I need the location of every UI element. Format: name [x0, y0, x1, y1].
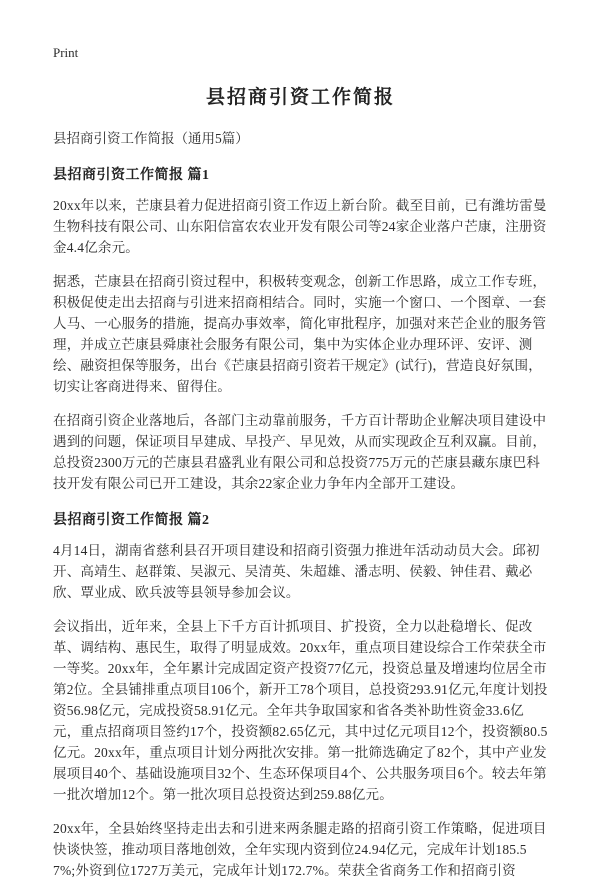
- paragraph: 在招商引资企业落地后，各部门主动靠前服务，千方百计帮助企业解决项目建设中遇到的问题，保证项目早建成、早投产、早见效，从而实现政企互利双赢。目前，总投资2300万元的芒康县君盛乳业有限公司和总投资775万元的芒康县藏东康巴科技开发有限公司已开工建设，其余22家企业力争年内全部开工建设。: [53, 413, 547, 491]
- section-heading-2: 县招商引资工作简报 篇2: [53, 513, 210, 528]
- paragraph: 20xx年以来，芒康县着力促进招商引资工作迈上新台阶。截至目前，已有潍坊雷曼生物科技有限公司、山东阳信富农农业开发有限公司等24家企业落户芒康，注册资金4.4亿余元。: [53, 198, 547, 255]
- paragraph: 20xx年，全县始终坚持走出去和引进来两条腿走路的招商引资工作策略，促进项目快谈快签，推动项目落地创效，全年实现内资到位24.94亿元，完成年计划185.57%;外资到位1727万美元，完成年计划172.7%。荣获全省商务工作和招商引资: [53, 821, 547, 878]
- paragraph: 会议指出，近年来，全县上下千方百计抓项目、扩投资，全力以赴稳增长、促改革、调结构、惠民生，取得了明显成效。20xx年，重点项目建设综合工作荣获全市一等奖。20xx年，全年累计完成固定资产投资77亿元，投资总量及增速均位居全市第2位。全县铺排重点项目106个，新开工78个项目，总投资293.91亿元,年度计划投资56.98亿元，完成投资58.91亿元。全年共争取国家和省各类补助性资金33.6亿元，重点招商项目签约17个，投资额82.65亿元，其中过亿元项目12个，投资额80.5亿元。20xx年，重点项目计划分两批次安排。第一批筛选确定了82个，其中产业发展项目40个、基础设施项目32个、生态环保项目4个、公共服务项目6个。较去年第一批次增加12个。第一批次项目总投资达到259.88亿元。: [53, 619, 548, 802]
- document-subtitle: 县招商引资工作简报（通用5篇）: [53, 131, 249, 146]
- paragraph: 据悉，芒康县在招商引资过程中，积极转变观念，创新工作思路，成立工作专班，积极促使走出去招商与引进来招商相结合。同时，实施一个窗口、一个图章、一套人马、一心服务的措施，提高办事效率，简化审批程序，加强对来芒企业的服务管理，并成立芒康县舜康社会服务有限公司，集中为实体企业办理环评、安评、测绘、融资担保等服务，出台《芒康县招商引资若干规定》(试行)，营造良好氛围，切实让客商进得来、留得住。: [53, 274, 547, 394]
- print-button[interactable]: Print: [53, 45, 79, 60]
- document-title: 县招商引资工作简报: [205, 87, 395, 108]
- paragraph: 4月14日，湖南省慈利县召开项目建设和招商引资强力推进年活动动员大会。邱初开、高靖生、赵群策、吴淑元、吴清英、朱超雄、潘志明、侯毅、钟佳君、戴必欣、覃业成、欧兵波等县领导参加会议。: [53, 543, 540, 600]
- section-heading-1: 县招商引资工作简报 篇1: [53, 168, 210, 183]
